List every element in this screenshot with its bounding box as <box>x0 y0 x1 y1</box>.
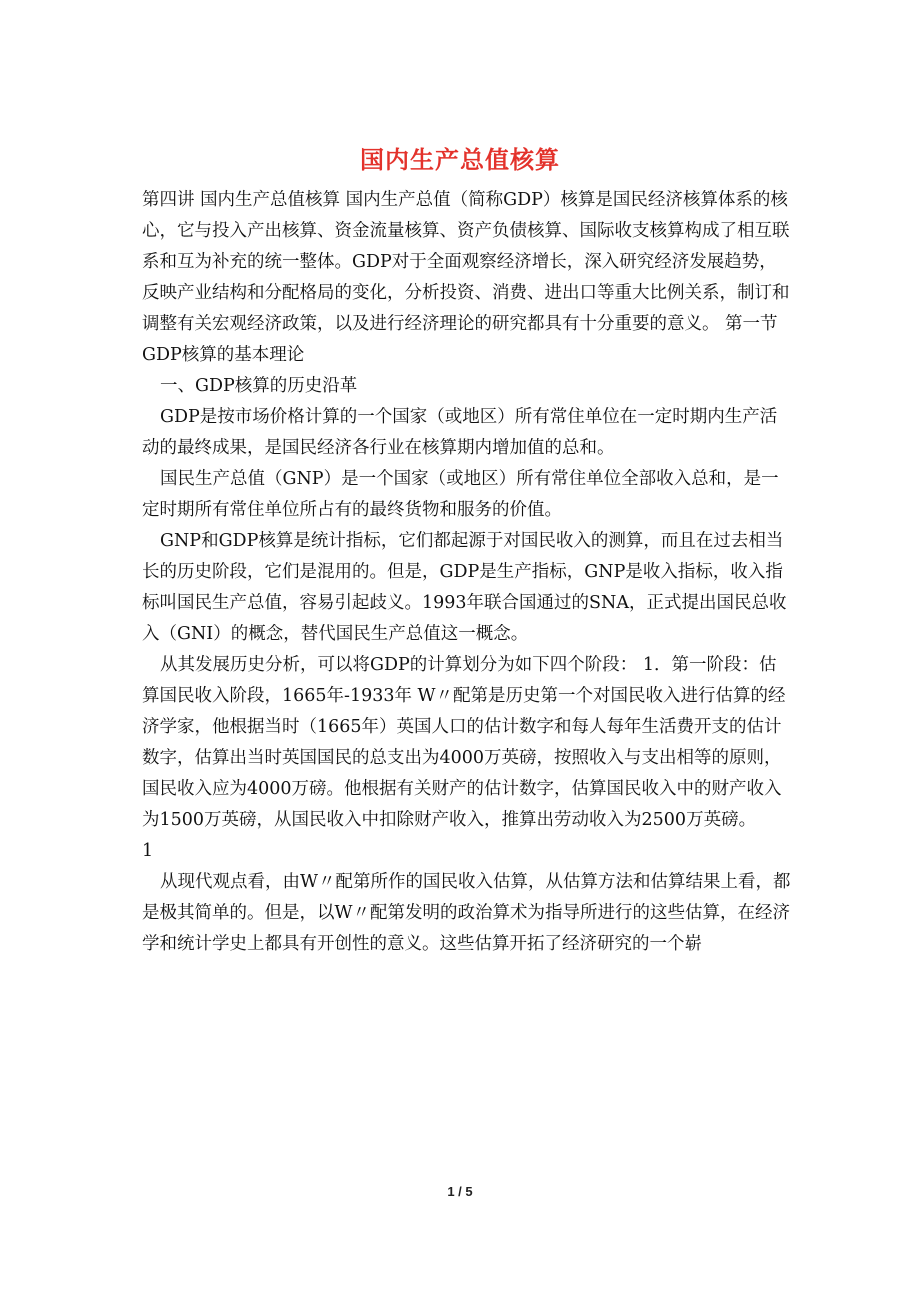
section-heading: 一、GDP核算的历史沿革 <box>160 376 358 396</box>
document-body <box>142 185 792 960</box>
paragraph-intro: 第四讲 国内生产总值核算 国内生产总值（简称GDP）核算是国民经济核算体系的核心，它与投入产出核算、资金流量核算、资产负债核算、国际收支核算构成了相互联系和互为补充的统一整体。GDP对于全面观察经济增长，深入研究经济发展趋势，反映产业结构和分配格局的变化，分析投资、消费、进出口等重大比例关系，制订和调整有关宏观经济政策，以及进行经济理论的研究都具有十分重要的意义。 第一节 GDP核算的基本理论 <box>142 190 790 365</box>
document-title: 国内生产总值核算 <box>360 145 560 174</box>
paragraph-gnp-definition: 国民生产总值（GNP）是一个国家（或地区）所有常住单位全部收入总和，是一定时期所有常住单位所占有的最终货物和服务的价值。 <box>142 469 779 520</box>
inline-page-number: 1 <box>142 841 154 861</box>
paragraph-gdp-definition: GDP是按市场价格计算的一个国家（或地区）所有常住单位在一定时期内生产活动的最终成果，是国民经济各行业在核算期内增加值的总和。 <box>142 407 778 458</box>
paragraph-gnp-gdp-history: GNP和GDP核算是统计指标，它们都起源于对国民收入的测算，而且在过去相当长的历史阶段，它们是混用的。但是，GDP是生产指标，GNP是收入指标，收入指标叫国民生产总值，容易引起歧义。1993年联合国通过的SNA，正式提出国民总收入（GNI）的概念，替代国民生产总值这一概念。 <box>142 531 787 644</box>
page-indicator: 1 / 5 <box>447 1184 473 1199</box>
paragraph-modern-view: 从现代观点看，由W〃配第所作的国民收入估算，从估算方法和估算结果上看，都是极其简单的。但是，以W〃配第发明的政治算术为指导所进行的这些估算，在经济学和统计学史上都具有开创性的意义。这些估算开拓了经济研究的一个崭 <box>142 872 791 954</box>
paragraph-stages: 从其发展历史分析，可以将GDP的计算划分为如下四个阶段： 1．第一阶段：估算国民收入阶段，1665年-1933年 W〃配第是历史第一个对国民收入进行估算的经济学家，他根据当时（1665年）英国人口的估计数字和每人每年生活费开支的估计数字，估算出当时英国国民的总支出为4000万英磅，按照收入与支出相等的原则，国民收入应为4000万磅。他根据有关财产的估计数字，估算国民收入中的财产收入为1500万英磅，从国民收入中扣除财产收入，推算出劳动收入为2500万英磅。 <box>142 655 786 830</box>
